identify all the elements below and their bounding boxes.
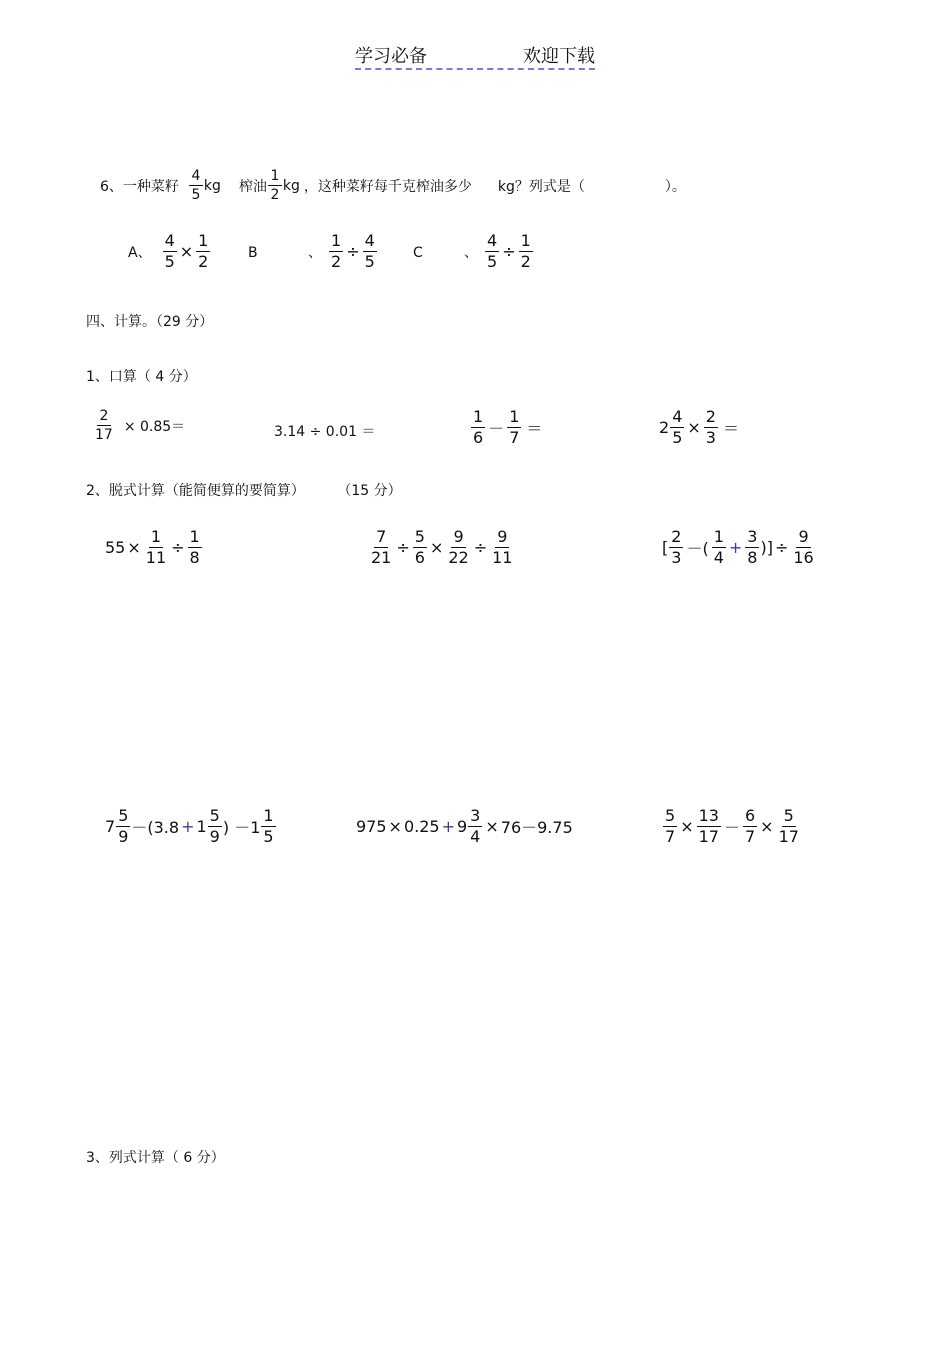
q6-unit-1: kg <box>203 177 221 194</box>
simplify-problem-2: $\frac{7}{21}$ ÷ $\frac{5}{6}$ × $\frac{9}{22}$ ÷ $\frac{9}{11}$ <box>371 527 513 568</box>
simplify-problem-6: $\frac{5}{7}$ × $\frac{13}{17}$ － $\frac{6}{7}$ × $\frac{5}{17}$ <box>665 806 799 847</box>
oral-expr-1: $\frac{2}{17}$ × 0.85＝ <box>95 408 186 444</box>
header-right: 欢迎下载 <box>523 46 595 67</box>
simplify-problem-4: 7 $\frac{5}{9}$ －(3.8 + 1 $\frac{5}{9}$ ) －1 $\frac{1}{5}$ <box>105 806 274 847</box>
q6-close: ）。 <box>664 178 686 195</box>
q6-fraction-1: $\frac{4}{5}$ <box>189 168 203 203</box>
simplify-score: （15 分） <box>337 483 402 499</box>
q6-option-c: 、 $\frac{4}{5}$ ÷ $\frac{1}{2}$ <box>464 231 531 272</box>
question-6 <box>100 168 686 203</box>
q6-option-b: 、 $\frac{1}{2}$ ÷ $\frac{4}{5}$ <box>308 231 375 272</box>
q6-option-c-label: C <box>413 245 423 261</box>
oral-title: 1、口算（ 4 分） <box>86 369 197 385</box>
header-left: 学习必备 <box>355 46 427 67</box>
q6-unit-2: kg <box>282 177 300 194</box>
q6-mid: 榨油 <box>238 178 267 195</box>
section-4-title: 四、计算。（29 分） <box>86 314 214 330</box>
oral-expr-2: 3.14 ÷ 0.01 ＝ <box>274 424 376 440</box>
page-header <box>355 42 595 70</box>
column-calc-title: 3、列式计算（ 6 分） <box>86 1150 225 1166</box>
q6-option-a: A、 $\frac{4}{5}$ × $\frac{1}{2}$ <box>128 231 209 272</box>
simplify-title: 2、脱式计算（能简便算的要简算） （15 分） <box>86 483 402 499</box>
simplify-problem-5: 975 × 0.25 + 9 $\frac{3}{4}$ × 76－9.75 <box>356 806 573 847</box>
oral-expr-4: 2 $\frac{4}{5}$ × $\frac{2}{3}$ ＝ <box>659 407 739 448</box>
q6-rest: ，这种菜籽每千克榨油多少 <box>303 178 472 195</box>
q6-fraction-2: $\frac{1}{2}$ <box>268 168 282 203</box>
simplify-problem-3: [ $\frac{2}{3}$ －( $\frac{1}{4}$ + $\frac{3}{8}$ )] ÷ $\frac{9}{16}$ <box>662 527 814 568</box>
q6-prefix: 6、一种菜籽 <box>100 178 179 195</box>
simplify-problem-1: 55 × $\frac{1}{11}$ ÷ $\frac{1}{8}$ <box>105 527 200 568</box>
oral-expr-3: $\frac{1}{6}$ － $\frac{1}{7}$ ＝ <box>473 407 543 448</box>
q6-option-b-label: B <box>248 245 258 261</box>
q6-unit-3: kg？列式是（ <box>497 178 585 195</box>
